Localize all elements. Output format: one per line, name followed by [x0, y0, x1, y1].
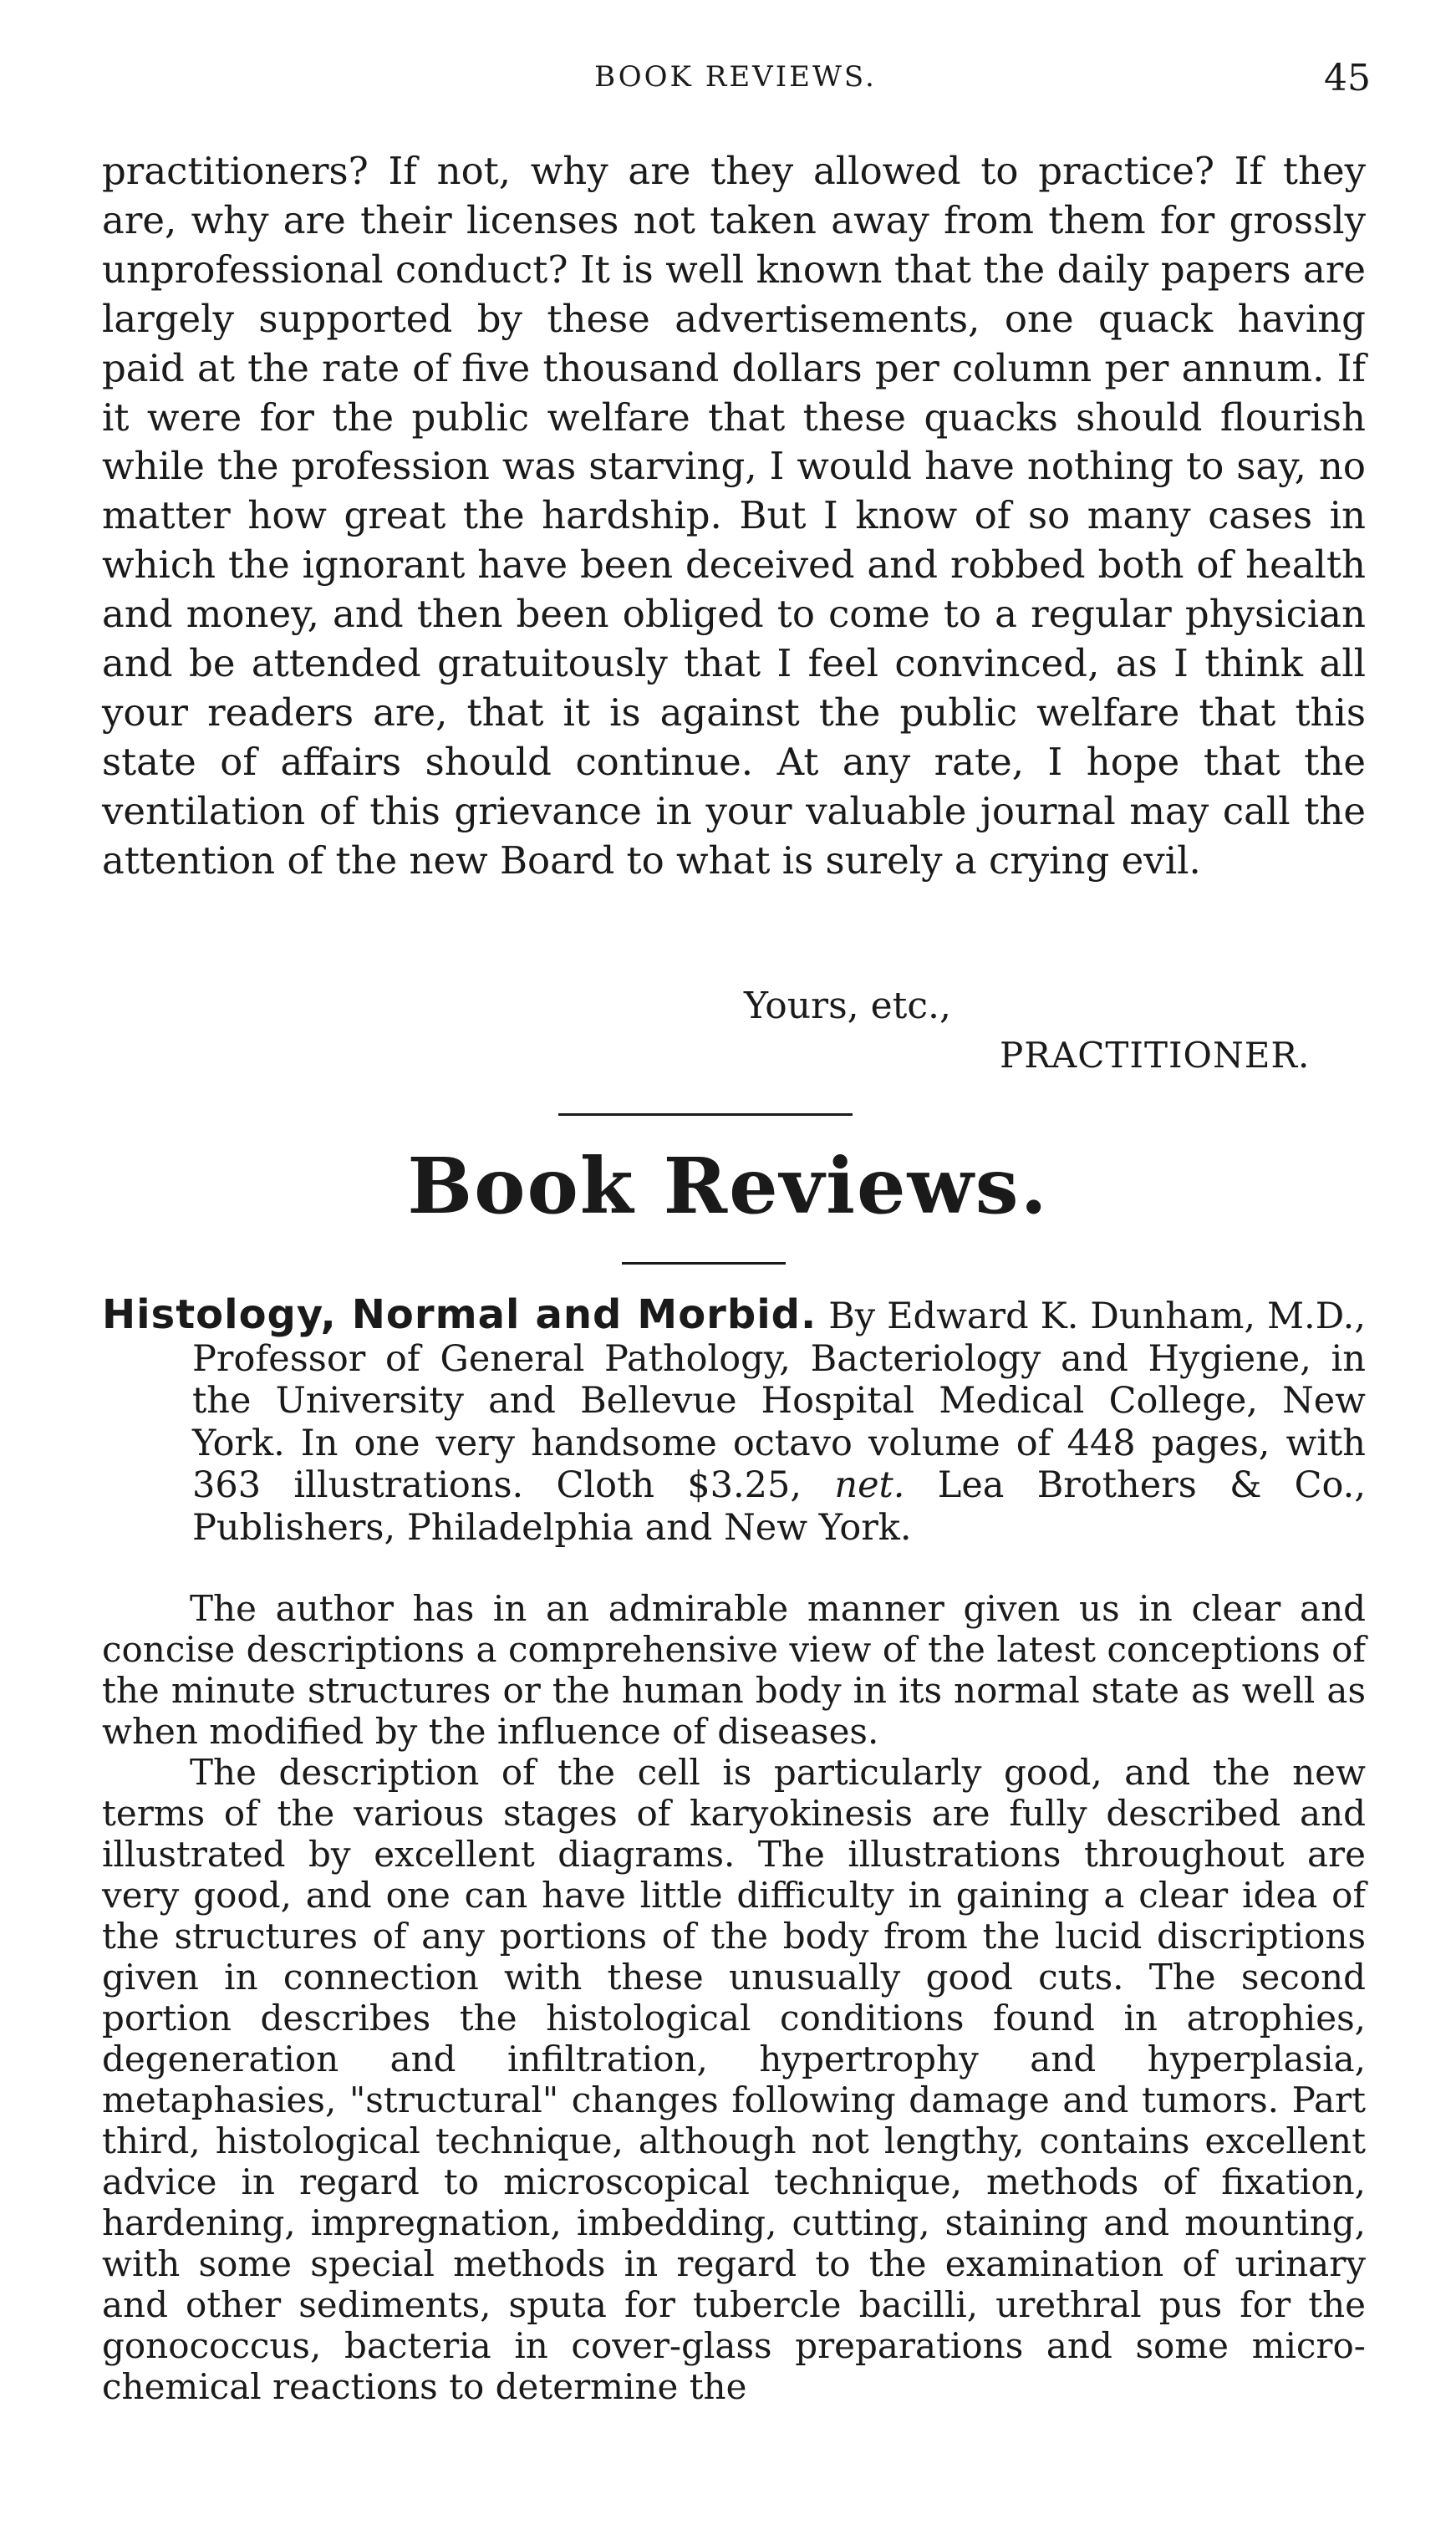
review-citation-part-a: By Edward K. Dunham, M.D., Professor of General Pathology, Bacteriology and Hygiene, in the University and Bellevue Hospital Medical College, New York. In one very handsome octavo volume of 448 pages, with 363 illustrations. Cloth $3.25, — [192, 1295, 1367, 1506]
review-paragraph: The author has in an admirable manner given us in clear and concise descriptions a comprehensive view of the latest conceptions of the minute structures or the human body in its normal state as well as when modified by the influence of diseases. — [102, 1588, 1366, 1752]
review-title: Histology, Normal and Morbid. — [102, 1291, 817, 1338]
running-head — [100, 50, 1371, 109]
letter-signature: PRACTITIONER. — [1000, 1035, 1311, 1076]
page-number: 45 — [1324, 57, 1371, 99]
review-net: net. — [834, 1464, 905, 1506]
review-citation — [102, 1291, 1367, 1549]
title-underline-rule — [622, 1262, 786, 1265]
review-entry — [102, 1291, 1367, 1549]
review-citation-part-b: Lea Brothers & Co., Publishers, Philadelphia and New York. — [192, 1464, 1367, 1549]
review-paragraph: The description of the cell is particularly good, and the new terms of the various stages of karyokinesis are fully described and illustrated by excellent diagrams. The illustrations throughout are very good, and one can have little difficulty in gaining a clear idea of the structures of any portions of the body from the lucid discriptions given in connection with these unusually good cuts. The second portion describes the histological conditions found in atrophies, degeneration and infiltration, hypertrophy and hyperplasia, metaphasies, "structural" changes following damage and tumors. Part third, histological technique, although not lengthy, contains excellent advice in regard to microscopical technique, methods of fixation, hardening, impregnation, imbedding, cutting, staining and mounting, with some special methods in regard to the examination of urinary and other sediments, sputa for tubercle bacilli, urethral pus for the gonococcus, bacteria in cover-glass preparations and some micro-chemical reactions to determine the — [102, 1752, 1366, 2407]
running-title: BOOK REVIEWS. — [594, 60, 877, 94]
letter-paragraph: practitioners? If not, why are they allowed to practice? If they are, why are their licenses not taken away from them for grossly unprofessional conduct? It is well known that the daily papers are largely supported by these advertisements, one quack having paid at the rate of five thousand dollars per column per annum. If it were for the public welfare that these quacks should flourish while the profession was starving, I would have nothing to say, no matter how great the hardship. But I know of so many cases in which the ignorant have been deceived and robbed both of health and money, and then been obliged to come to a regular physician and be attended gratuitously that I feel convinced, as I think all your readers are, that it is against the public welfare that this state of affairs should continue. At any rate, I hope that the ventilation of this grievance in your valuable journal may call the attention of the new Board to what is surely a crying evil. — [102, 149, 1366, 883]
review-body — [102, 1588, 1366, 2407]
section-title: Book Reviews. — [407, 1141, 1049, 1231]
letter-closing: Yours, etc., — [744, 985, 951, 1027]
section-divider-rule — [558, 1113, 853, 1116]
